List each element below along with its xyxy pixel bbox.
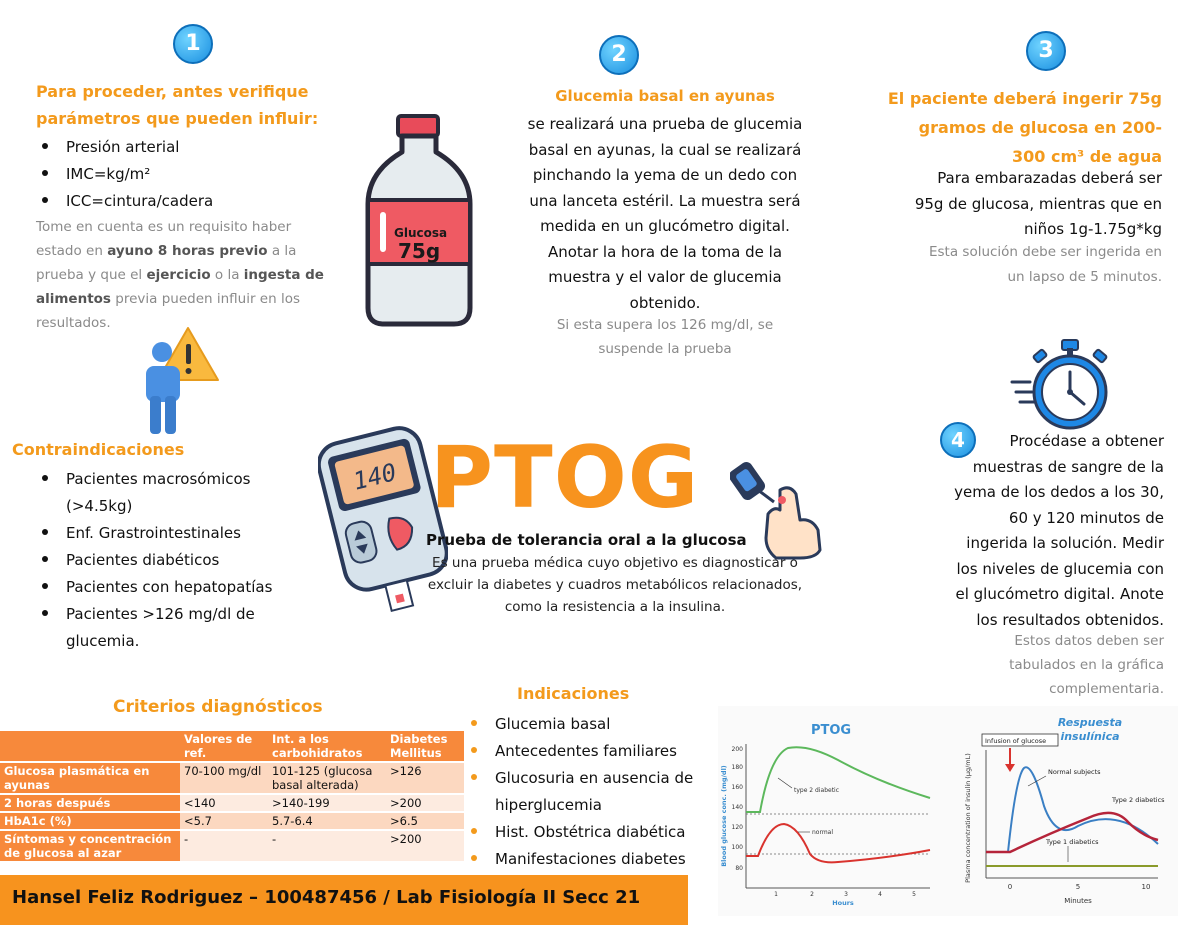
- insulin-chart-title-line2: insulínica: [1060, 730, 1120, 743]
- list-item: IMC=kg/m²: [36, 161, 213, 188]
- ptog-type2-curve: [746, 747, 930, 812]
- insulin-label-type2: Type 2 diabetics: [1112, 796, 1165, 804]
- charts-svg: [718, 706, 1178, 916]
- table-row: 2 horas después <140 >140-199 >200: [0, 794, 464, 812]
- table-row: HbA1c (%) <5.7 5.7-6.4 >6.5: [0, 812, 464, 830]
- glucometer-reading: 140: [350, 458, 400, 496]
- ptog-xtick: 3: [844, 891, 848, 898]
- insulin-x-label: Minutes: [1064, 897, 1092, 905]
- ptog-label-normal: normal: [812, 829, 834, 836]
- list-item: Pacientes con hepatopatías: [36, 574, 296, 601]
- ptog-y-label: Blood glucose conc. (mg/dl): [720, 765, 728, 867]
- ptog-ytick: 80: [735, 865, 743, 872]
- col3-body: Para embarazadas deberá ser 95g de glucosa, mientras que en niños 1g-1.75g*kg: [914, 169, 1162, 238]
- ptog-ytick: 120: [731, 824, 743, 831]
- step-2-badge: 2: [599, 35, 639, 75]
- glucose-bottle-icon: [360, 112, 478, 330]
- list-item: Antecedentes familiares: [465, 738, 715, 765]
- list-item: Enf. Grastrointestinales: [36, 520, 296, 547]
- bottle-label-line2: 75g: [398, 239, 441, 263]
- insulin-xtick: 0: [1007, 883, 1013, 891]
- contra-list: [36, 466, 296, 655]
- insulin-y-label: Plasma concentration of insulin (µg/mL): [964, 753, 972, 883]
- ptog-xtick: 4: [878, 891, 882, 898]
- ptog-chart-title: PTOG: [810, 723, 852, 738]
- ptog-title: PTOG: [430, 428, 700, 528]
- col2-body: se realizará una prueba de glucemia basal en ayunas, la cual se realizará pinchando la yema de un dedo con una lanceta estéril. La muestra será medida en un glucómetro digital. Anotar la hora de la toma de la muestra y el valor de glucemia obtenido.: [527, 115, 803, 312]
- ptog-ytick: 140: [731, 804, 743, 811]
- ptog-x-label: Hours: [832, 899, 854, 907]
- footer-bar: [0, 875, 688, 925]
- step-3-badge: 3: [1026, 31, 1066, 71]
- ptog-xtick: 2: [810, 891, 814, 898]
- indicaciones-heading: Indicaciones: [517, 684, 630, 703]
- list-item: Pacientes diabéticos: [36, 547, 296, 574]
- col2-note: Si esta supera los 126 mg/dl, se suspende la prueba: [556, 317, 774, 357]
- col3-heading: El paciente deberá ingerir 75g gramos de glucosa en 200- 300 cm³ de agua: [887, 89, 1162, 166]
- insulin-chart-title-line1: Respuesta: [1057, 716, 1123, 729]
- bottle-label-line1: Glucosa: [394, 226, 448, 240]
- insulin-xtick: 5: [1075, 883, 1081, 891]
- list-item: Glucosuria en ausencia de hiperglucemia: [465, 765, 715, 819]
- ptog-xtick: 1: [774, 891, 778, 898]
- col1-heading: [36, 78, 318, 132]
- contra-heading: Contraindicaciones: [12, 440, 185, 459]
- insulin-label-type1: Type 1 diabetics: [1046, 838, 1099, 846]
- ptog-ytick: 100: [731, 844, 743, 851]
- ptog-ytick: 160: [731, 784, 743, 791]
- table-row: Glucosa plasmática en ayunas 70-100 mg/dl 101-125 (glucosa basal alterada) >126: [0, 762, 464, 794]
- criterios-table: [0, 731, 464, 863]
- params-list: [36, 134, 213, 215]
- list-item: Manifestaciones diabetes: [465, 846, 715, 873]
- ptog-description: Es una prueba médica cuyo objetivo es diagnosticar o excluir la diabetes y cuadros metabólicos relacionados, como la resistencia a la insulina.: [427, 555, 803, 615]
- ptog-label-type2: type 2 diabetic: [794, 787, 840, 794]
- col3-note: Esta solución debe ser ingerida en un lapso de 5 minutos.: [928, 244, 1162, 285]
- list-item: ICC=cintura/cadera: [36, 188, 213, 215]
- infusion-arrow-icon: [1005, 764, 1015, 772]
- infusion-label: Infusion of glucose: [985, 737, 1047, 745]
- list-item: Presión arterial: [36, 134, 213, 161]
- table-row: Síntomas y concentración de glucosa al azar - - >200: [0, 830, 464, 862]
- insulin-xtick: 10: [1141, 883, 1151, 891]
- criterios-heading: Criterios diagnósticos: [113, 697, 323, 717]
- footer-text: Hansel Feliz Rodriguez – 100487456 / Lab Fisiología II Secc 21: [12, 887, 641, 908]
- col2-heading: Glucemia basal en ayunas: [555, 87, 775, 105]
- ptog-subtitle: Prueba de tolerancia oral a la glucosa: [426, 531, 747, 549]
- list-item: Hist. Obstétrica diabética: [465, 819, 715, 846]
- ptog-ytick: 180: [731, 764, 743, 771]
- insulin-label-normal: Normal subjects: [1048, 768, 1101, 776]
- ptog-ytick: 200: [731, 746, 743, 753]
- list-item: Pacientes macrosómicos (>4.5kg): [36, 466, 296, 520]
- step-4-badge: 4: [940, 422, 976, 458]
- col4-note: Estos datos deben ser tabulados en la gráfica complementaria.: [1009, 633, 1164, 697]
- person-warning-icon: [138, 326, 220, 438]
- ptog-xtick: 5: [912, 891, 916, 898]
- ptog-normal-curve: [746, 824, 930, 862]
- col1-note: Tome en cuenta es un requisito haber estado en ayuno 8 horas previo a la prueba y que el ejercicio o la ingesta de alimentos previa pueden influir en los resultados.: [36, 219, 324, 331]
- list-item: Glucemia basal: [465, 711, 715, 738]
- col4-body: Procédase a obtener muestras de sangre de la yema de los dedos a los 30, 60 y 120 minutos de ingerida la solución. Medir los niveles de glucemia con el glucómetro digital. Anote los resultados obtenidos.: [954, 432, 1164, 629]
- charts-panel: [718, 706, 1178, 916]
- col1-heading-line1: Para proceder, antes verifique: [36, 82, 309, 101]
- col1-heading-line2: parámetros que pueden influir:: [36, 109, 319, 128]
- list-item: Pacientes >126 mg/dl de glucemia.: [36, 601, 296, 655]
- table-header-row: Valores de ref. Int. a los carbohidratos Diabetes Mellitus: [0, 731, 464, 762]
- stopwatch-icon: [1010, 338, 1114, 432]
- indicaciones-list: [465, 711, 715, 873]
- step-1-badge: 1: [173, 24, 213, 64]
